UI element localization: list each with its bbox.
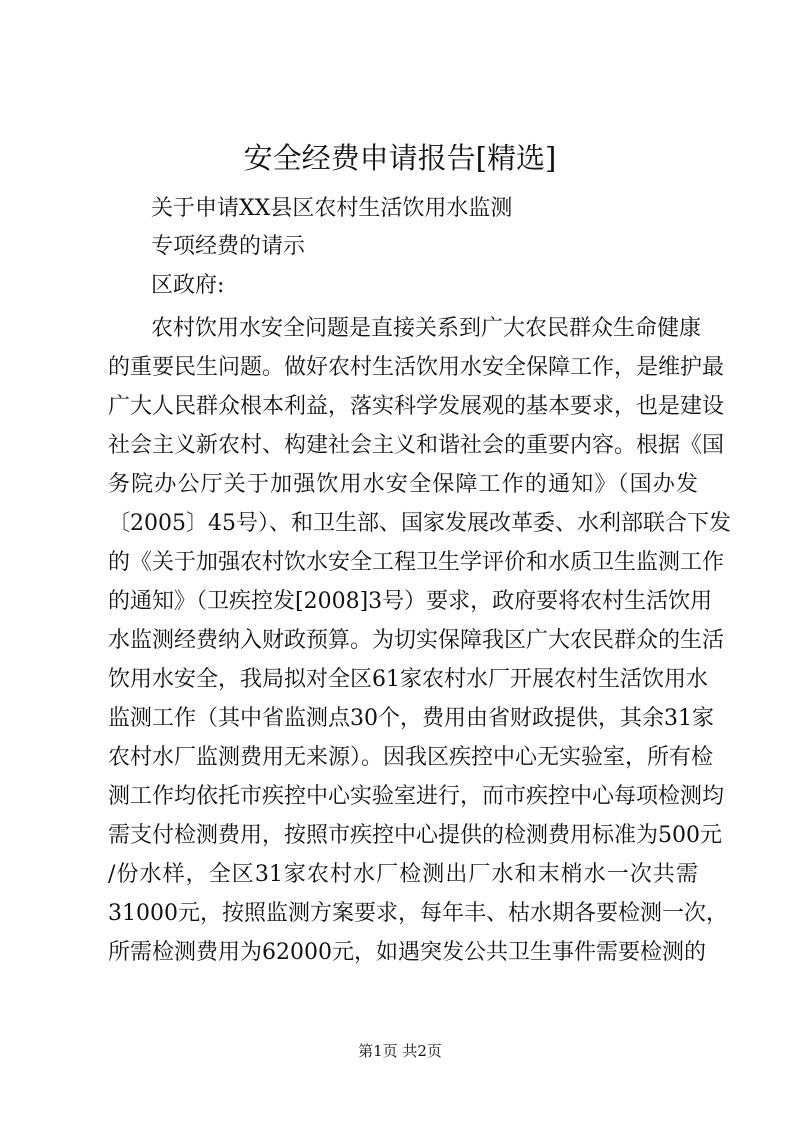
paragraph-line: 监测工作（其中省监测点30个，费用由省财政提供，其余31家 [108,706,714,731]
paragraph-line: 务院办公厅关于加强饮用水安全保障工作的通知》（国办发 [108,472,698,497]
paragraph-line: 农村饮用水安全问题是直接关系到广大农民群众生命健康 [151,316,702,341]
paragraph-line: 农村水厂监测费用无来源）。因我区疾控中心无实验室，所有检 [108,745,714,770]
subject-line-2: 专项经费的请示 [151,234,306,259]
paragraph-line: 饮用水安全，我局拟对全区61家农村水厂开展农村生活饮用水 [108,667,708,692]
page-footer: 第1页 共2页 [358,1042,442,1060]
paragraph-line: 所需检测费用为62000元，如遇突发公共卫生事件需要检测的 [108,940,706,965]
paragraph-line: 需支付检测费用，按照市疾控中心提供的检测费用标准为500元 [108,823,722,848]
paragraph-line: 的《关于加强农村饮水安全工程卫生学评价和水质卫生监测工作 [108,550,725,575]
paragraph-line: 〔2005〕45号）、和卫生部、国家发展改革委、水利部联合下发 [108,511,731,536]
paragraph-line: 的通知》（卫疾控发[2008]3号）要求，政府要将农村生活饮用 [108,589,713,614]
paragraph-line: 的重要民生问题。做好农村生活饮用水安全保障工作，是维护最 [108,355,725,380]
paragraph-line: 广大人民群众根本利益，落实科学发展观的基本要求，也是建设 [108,394,725,419]
document-title: 安全经费申请报告[精选] [243,141,557,175]
addressee: 区政府: [151,273,225,298]
paragraph-line: 社会主义新农村、构建社会主义和谐社会的重要内容。根据《国 [108,433,725,458]
subject-line-1: 关于申请XX县区农村生活饮用水监测 [151,196,513,221]
paragraph-line: /份水样，全区31家农村水厂检测出厂水和末梢水一次共需 [108,862,698,887]
paragraph-line: 31000元，按照监测方案要求，每年丰、枯水期各要检测一次， [108,901,728,926]
paragraph-line: 水监测经费纳入财政预算。为切实保障我区广大农民群众的生活 [108,628,725,653]
paragraph-line: 测工作均依托市疾控中心实验室进行，而市疾控中心每项检测均 [108,784,725,809]
